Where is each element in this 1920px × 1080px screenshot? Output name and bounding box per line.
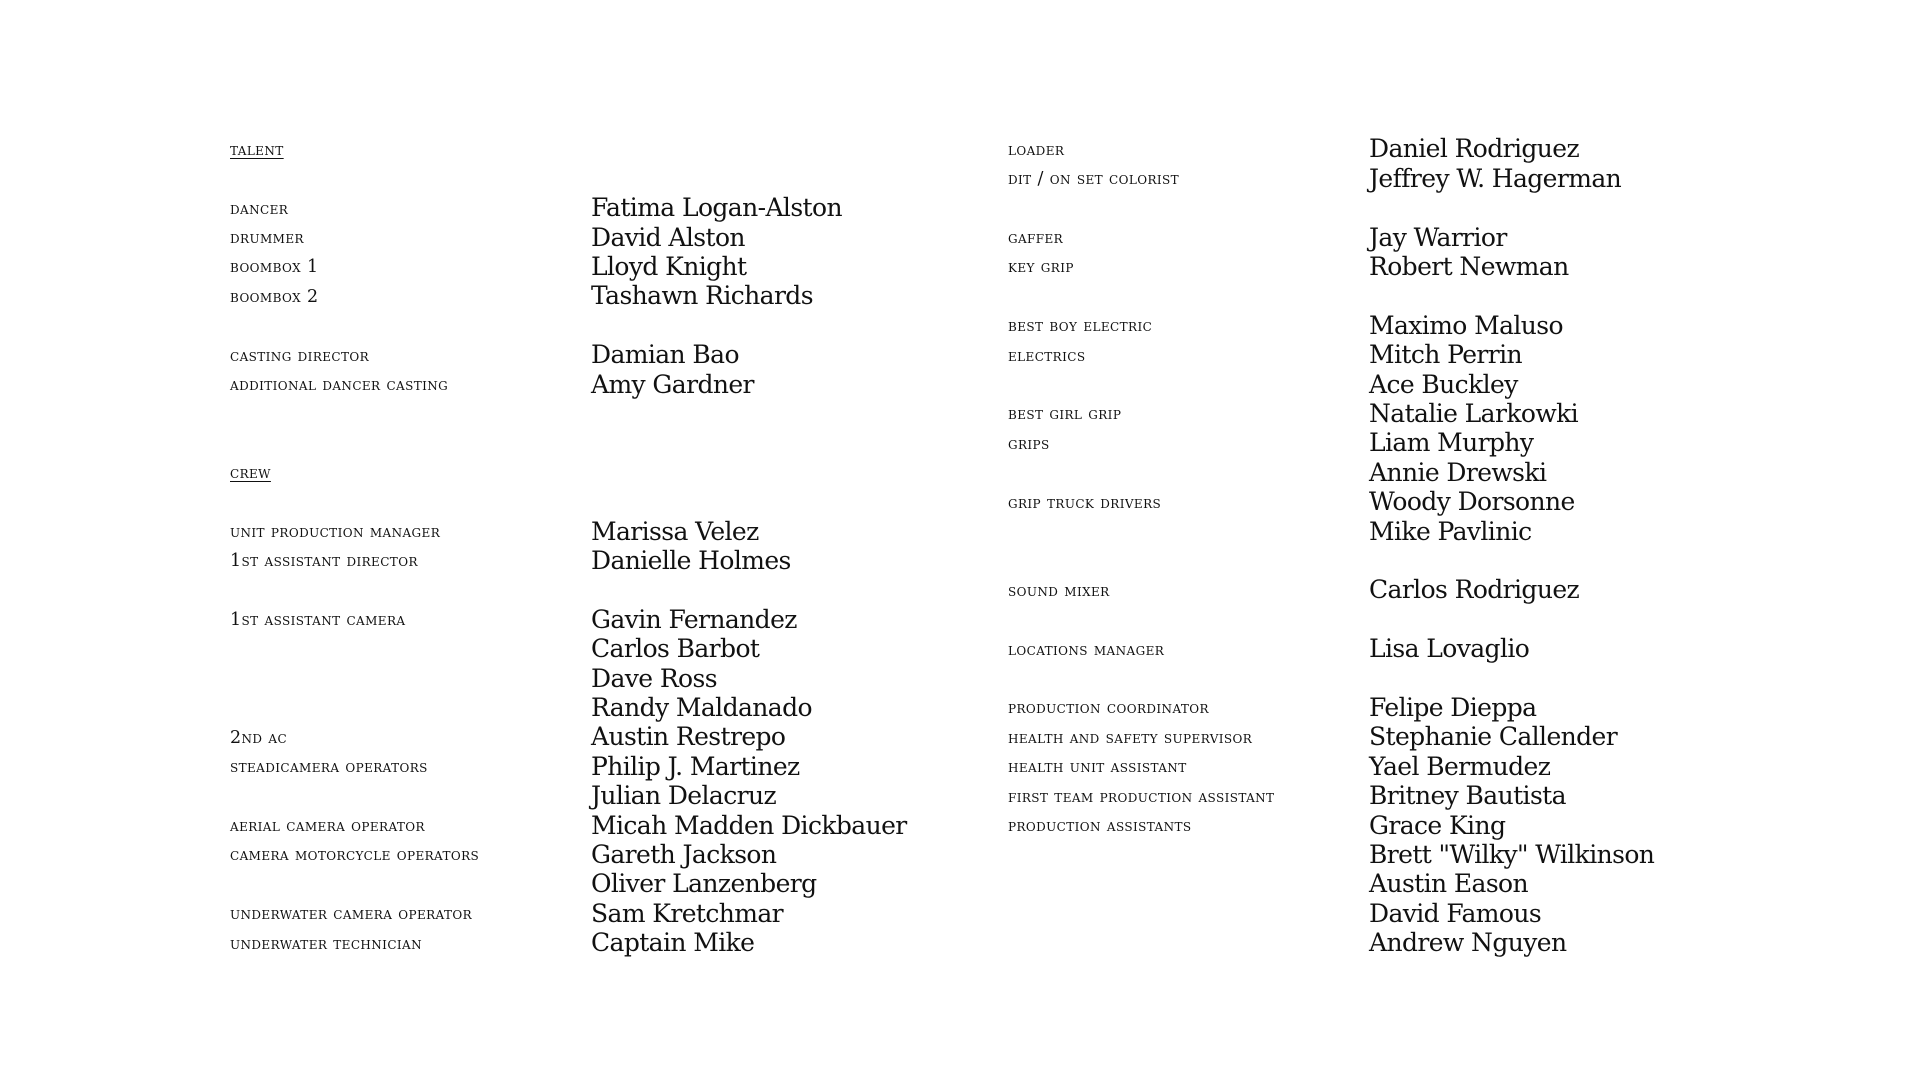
credit-role: key grip — [1008, 257, 1074, 278]
credit-row — [230, 810, 930, 839]
credit-role: unit production manager — [230, 522, 441, 543]
credit-row — [230, 840, 930, 869]
credit-name: Gareth Jackson — [591, 839, 777, 869]
credit-name: Britney Bautista — [1369, 781, 1566, 811]
credit-name: Lisa Lovaglio — [1369, 634, 1530, 664]
credit-name: Maximo Maluso — [1369, 310, 1563, 340]
credit-row — [1008, 487, 1708, 516]
credit-row — [230, 693, 930, 722]
credit-name: Austin Restrepo — [591, 722, 786, 752]
credit-row — [1008, 898, 1708, 927]
credit-name: Oliver Lanzenberg — [591, 869, 817, 899]
credit-name: Gavin Fernandez — [591, 604, 797, 634]
credit-role: boombox 1 — [230, 257, 319, 278]
credit-row — [1008, 428, 1708, 457]
credit-name: Carlos Barbot — [591, 634, 760, 664]
credit-name: Randy Maldanado — [591, 692, 812, 722]
credit-role: first team production assistant — [1008, 786, 1275, 807]
credit-name: Stephanie Callender — [1369, 722, 1618, 752]
credit-row — [1008, 222, 1708, 251]
credit-role: aerial camera operator — [230, 816, 425, 837]
credit-role: loader — [1008, 139, 1065, 160]
credit-role: underwater camera operator — [230, 904, 473, 925]
credit-row — [1008, 575, 1708, 604]
credit-role: camera motorcycle operators — [230, 845, 480, 866]
credit-row — [230, 281, 930, 310]
credit-row — [1008, 928, 1708, 957]
credit-role: 1st assistant camera — [230, 610, 406, 631]
credit-row — [1008, 310, 1708, 339]
section-heading-row — [230, 457, 930, 486]
credit-row — [230, 193, 930, 222]
credit-name: Andrew Nguyen — [1369, 928, 1567, 958]
credit-name: Natalie Larkowki — [1369, 398, 1579, 428]
credit-name: Carlos Rodriguez — [1369, 575, 1580, 605]
credit-role: best boy electric — [1008, 316, 1153, 337]
credit-role: 2nd ac — [230, 727, 288, 748]
credit-row — [1008, 840, 1708, 869]
credit-name: Tashawn Richards — [591, 281, 813, 311]
credit-name: Marissa Velez — [591, 516, 759, 546]
section-heading-row — [230, 134, 930, 163]
credit-row — [1008, 252, 1708, 281]
credit-name: Micah Madden Dickbauer — [591, 810, 907, 840]
credit-row — [230, 781, 930, 810]
credit-role: locations manager — [1008, 639, 1165, 660]
credit-name: Jeffrey W. Hagerman — [1369, 163, 1622, 193]
credit-row — [230, 340, 930, 369]
credit-name: Austin Eason — [1369, 869, 1529, 899]
credit-name: Grace King — [1369, 810, 1506, 840]
credit-name: Julian Delacruz — [591, 781, 777, 811]
credit-role: production assistants — [1008, 816, 1192, 837]
credit-name: Ace Buckley — [1369, 369, 1518, 399]
section-heading: talent — [230, 139, 284, 160]
credit-row — [230, 751, 930, 780]
credit-role: casting director — [230, 345, 370, 366]
credit-row — [1008, 634, 1708, 663]
credit-role: additional dancer casting — [230, 375, 449, 396]
credit-name: Felipe Dieppa — [1369, 692, 1537, 722]
credit-role: sound mixer — [1008, 580, 1110, 601]
credit-name: David Famous — [1369, 898, 1542, 928]
credit-role: boombox 2 — [230, 286, 319, 307]
credit-row — [1008, 134, 1708, 163]
credit-row — [1008, 369, 1708, 398]
credit-name: Mike Pavlinic — [1369, 516, 1532, 546]
credit-role: best girl grip — [1008, 404, 1122, 425]
credit-name: Damian Bao — [591, 340, 739, 370]
credit-role: grip truck drivers — [1008, 492, 1162, 513]
credit-name: Jay Warrior — [1369, 222, 1507, 252]
credit-name: Sam Kretchmar — [591, 898, 784, 928]
credit-row — [230, 869, 930, 898]
credit-name: Amy Gardner — [591, 369, 754, 399]
credit-row — [1008, 457, 1708, 486]
credit-row — [230, 369, 930, 398]
credit-row — [230, 252, 930, 281]
credit-role: health and safety supervisor — [1008, 727, 1253, 748]
credit-row — [230, 516, 930, 545]
credit-row — [1008, 693, 1708, 722]
credit-row — [1008, 869, 1708, 898]
credit-row — [230, 604, 930, 633]
credit-name: Captain Mike — [591, 928, 755, 958]
credit-row — [230, 546, 930, 575]
credit-role: health unit assistant — [1008, 757, 1187, 778]
credit-role: steadicamera operators — [230, 757, 428, 778]
credit-name: Brett "Wilky" Wilkinson — [1369, 839, 1655, 869]
credit-role: dancer — [230, 198, 289, 219]
credit-role: underwater technician — [230, 933, 423, 954]
credit-name: Mitch Perrin — [1369, 340, 1522, 370]
credit-name: Woody Dorsonne — [1369, 487, 1575, 517]
credit-name: Lloyd Knight — [591, 251, 747, 281]
credit-row — [1008, 781, 1708, 810]
credit-row — [1008, 340, 1708, 369]
credit-role: dit / on set colorist — [1008, 169, 1180, 190]
credit-row — [230, 898, 930, 927]
credit-role: 1st assistant director — [230, 551, 418, 572]
credit-row — [1008, 810, 1708, 839]
credit-row — [230, 222, 930, 251]
credit-role: electrics — [1008, 345, 1086, 366]
credit-name: Annie Drewski — [1369, 457, 1547, 487]
credit-name: Robert Newman — [1369, 251, 1569, 281]
credit-name: Yael Bermudez — [1369, 751, 1551, 781]
credit-role: drummer — [230, 228, 304, 249]
credit-name: Philip J. Martinez — [591, 751, 800, 781]
credit-role: grips — [1008, 433, 1050, 454]
credit-role: production coordinator — [1008, 698, 1209, 719]
section-heading: crew — [230, 463, 271, 484]
credit-name: Liam Murphy — [1369, 428, 1534, 458]
credit-row — [230, 634, 930, 663]
credit-row — [1008, 722, 1708, 751]
credit-row — [1008, 163, 1708, 192]
credit-row — [230, 722, 930, 751]
credit-name: Dave Ross — [591, 663, 717, 693]
credit-row — [230, 663, 930, 692]
credit-name: David Alston — [591, 222, 745, 252]
credit-row — [1008, 399, 1708, 428]
credit-row — [230, 928, 930, 957]
credit-row — [1008, 751, 1708, 780]
credit-name: Daniel Rodriguez — [1369, 134, 1580, 164]
credit-row — [1008, 516, 1708, 545]
credit-name: Danielle Holmes — [591, 545, 791, 575]
credit-role: gaffer — [1008, 228, 1064, 249]
credit-name: Fatima Logan-Alston — [591, 193, 842, 223]
